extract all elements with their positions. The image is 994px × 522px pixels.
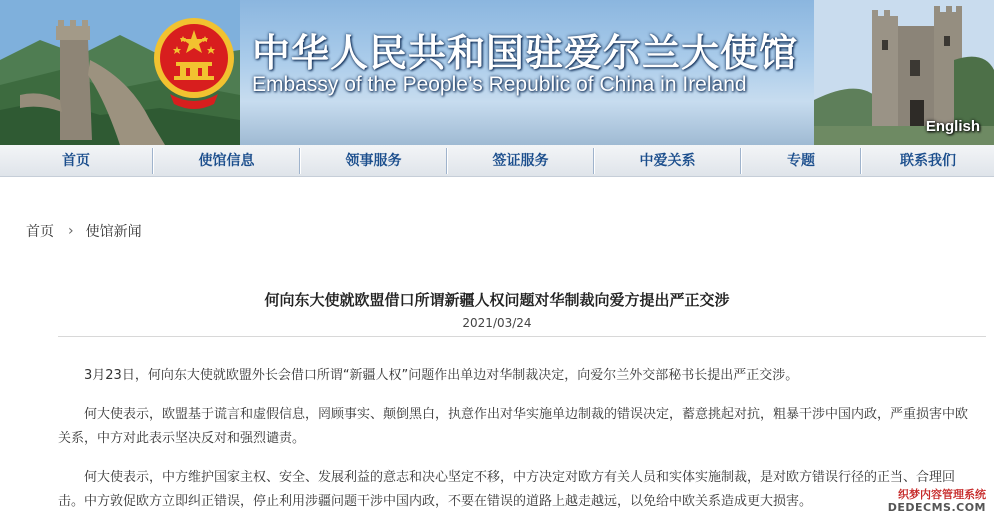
dedecms-watermark (882, 488, 986, 518)
nav-item-home[interactable]: 首页 (62, 152, 90, 169)
watermark-text-en: DEDECMS.COM (887, 501, 986, 514)
article-paragraph: 何大使表示，中方维护国家主权、安全、发展利益的意志和决心坚定不移，中方决定对欧方有关人员和实体实施制裁，是对欧方错误行径的正当、合理回击。中方敦促欧方立即纠正错误，停止利用涉疆问题干涉中国内政，不要在错误的道路上越走越远，以免给中欧关系造成更大损害。 (58, 470, 956, 509)
nav-item-topics[interactable]: 专题 (787, 152, 815, 169)
title-divider (58, 336, 986, 337)
header-banner (0, 0, 994, 145)
english-language-link[interactable]: English (925, 118, 980, 135)
chevron-right-icon: › (68, 223, 74, 239)
article-date: 2021/03/24 (462, 316, 532, 330)
site-title-chinese: 中华人民共和国驻爱尔兰大使馆 (252, 31, 799, 75)
article-title: 何向东大使就欧盟借口所谓新疆人权问题对华制裁向爱方提出严正交涉 (264, 291, 730, 309)
nav-item-embassy-info[interactable]: 使馆信息 (198, 152, 255, 169)
nav-item-china-ireland-relations[interactable]: 中爱关系 (639, 152, 696, 169)
site-title-english: Embassy of the People’s Republic of China in Ireland (252, 73, 747, 96)
main-navigation (0, 145, 994, 177)
watermark-text-cn: 织梦内容管理系统 (898, 488, 986, 501)
breadcrumb (26, 221, 142, 241)
article-paragraph: 3月23日，何向东大使就欧盟外长会借口所谓“新疆人权”问题作出单边对华制裁决定，向爱尔兰外交部秘书长提出严正交涉。 (84, 368, 799, 383)
nav-item-consular-services[interactable]: 领事服务 (345, 152, 402, 169)
article-paragraph: 何大使表示，欧盟基于谎言和虚假信息，罔顾事实、颠倒黑白，执意作出对华实施单边制裁的错误决定，蓄意挑起对抗，粗暴干涉中国内政，严重损害中欧关系，中方对此表示坚决反对和强烈谴责。 (58, 407, 969, 446)
national-emblem-icon (150, 14, 238, 110)
nav-item-visa-services[interactable]: 签证服务 (492, 152, 549, 169)
breadcrumb-home-link[interactable]: 首页 (26, 224, 54, 240)
breadcrumb-current-link[interactable]: 使馆新闻 (85, 224, 142, 240)
nav-item-contact-us[interactable]: 联系我们 (900, 152, 956, 169)
